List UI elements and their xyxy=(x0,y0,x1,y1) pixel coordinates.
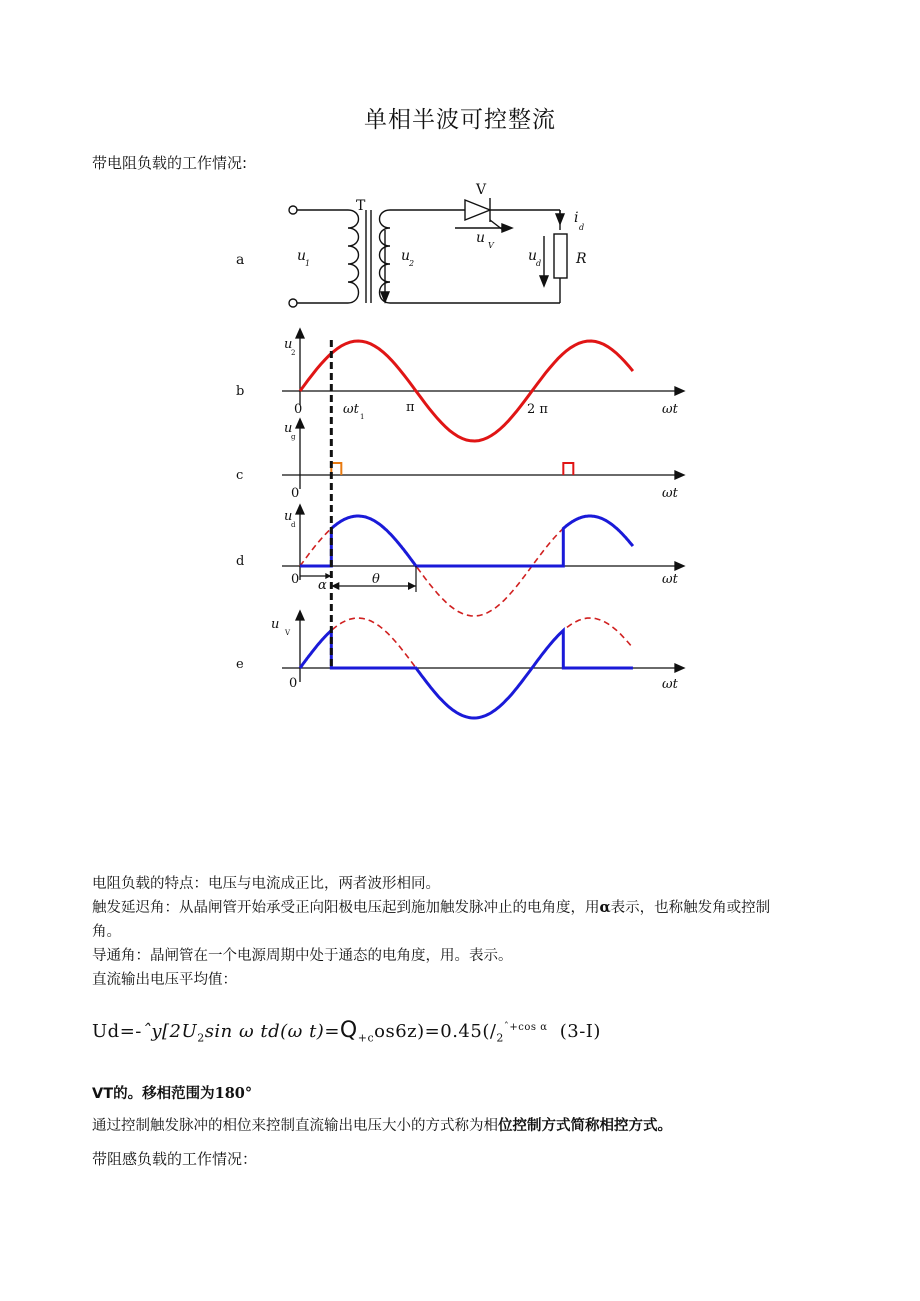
zero-c: 0 xyxy=(291,486,300,501)
two-pi-label: 2 π xyxy=(527,402,548,417)
theta-arrow-right xyxy=(408,582,416,590)
id-subscript: d xyxy=(579,223,585,232)
formula-q: Q xyxy=(339,1018,358,1043)
formula-q-sub: +c xyxy=(357,1031,375,1045)
term-conduction-angle: 导通角 xyxy=(92,948,136,964)
row-label-a: a xyxy=(236,252,245,268)
x-axis-arrow-d xyxy=(675,562,684,570)
term-phase-control: 位控制方式简称相控方式。 xyxy=(498,1118,672,1134)
xlabel-b: ωt xyxy=(662,402,678,417)
thyristor-symbol xyxy=(465,200,490,220)
resistor-label: R xyxy=(576,251,587,267)
id-label: i xyxy=(574,210,579,226)
formula-sin: sin ω td(ω t)= xyxy=(204,1021,340,1042)
section-heading-inductive: 带阻感负载的工作情况： xyxy=(92,1150,258,1168)
formula-ud-lhs: Ud=- xyxy=(92,1021,142,1042)
text-conduction-angle: ：晶闸管在一个电源周期中处于通态的电角度，用。表示。 xyxy=(135,948,513,964)
ud-waveform xyxy=(300,516,633,566)
y-axis-arrow-b xyxy=(296,329,304,338)
paragraph-dc-average: 直流输出电压平均值： xyxy=(92,972,237,988)
formula-ud xyxy=(92,1018,601,1045)
resistor-symbol xyxy=(554,234,567,278)
page-title: 单相半波可控整流 xyxy=(364,107,556,133)
paragraph-trigger-angle xyxy=(92,896,812,944)
wt1-label: ωt xyxy=(343,402,359,417)
section-heading-resistive: 带电阻负载的工作情况: xyxy=(92,154,248,172)
pi-label: π xyxy=(406,400,415,415)
text-resistive-feature: ：电压与电流成正比，两者波形相同。 xyxy=(193,876,440,892)
zero-e: 0 xyxy=(289,676,298,691)
uv-label: u xyxy=(476,230,486,246)
xlabel-e: ωt xyxy=(662,677,678,692)
paragraph-phase-range xyxy=(92,1082,812,1106)
ylabel-c-sub: g xyxy=(291,433,296,441)
row-label-d: d xyxy=(236,554,245,569)
transformer-primary-coil xyxy=(348,210,359,303)
row-label-e: e xyxy=(236,657,244,672)
formula-frac-sub: 2 xyxy=(496,1031,504,1045)
transformer-label: T xyxy=(356,198,366,214)
y-axis-arrow-c xyxy=(296,419,304,428)
ylabel-b-sub: 2 xyxy=(291,349,296,357)
ud-label: u xyxy=(528,248,538,264)
alpha-label: α xyxy=(318,578,327,593)
paragraph-conduction-angle xyxy=(92,944,812,968)
uv-waveform xyxy=(300,631,633,719)
x-axis-arrow-b xyxy=(675,387,684,395)
ylabel-d-sub: d xyxy=(291,521,296,529)
formula-rest: os6z)=0.45(/ xyxy=(374,1021,497,1042)
text-phase-control: 通过控制触发脉冲的相位来控制直流输出电压大小的方式称为相 xyxy=(92,1118,498,1134)
ylabel-d: u xyxy=(284,509,293,524)
u2-subscript: 2 xyxy=(409,259,415,268)
circuit-and-waveform-figure xyxy=(0,170,920,890)
thyristor-label: V xyxy=(476,182,487,198)
ylabel-e-sub: V xyxy=(285,629,291,637)
circuit-diagram xyxy=(289,198,567,307)
formula-mid: ˆy[2U xyxy=(141,1021,198,1042)
zero-d: 0 xyxy=(291,572,300,587)
y-axis-arrow-e xyxy=(296,611,304,620)
ylabel-e: u xyxy=(271,617,280,632)
text-trigger-angle: ：从晶闸管开始承受正向阳极电压起到施加触发脉冲止的电角度，用 xyxy=(164,900,600,916)
term-resistive-feature: 电阻负载的特点 xyxy=(92,876,194,892)
text-phase-range: VT的。移相范围为 xyxy=(92,1086,215,1102)
text-trigger-angle-cont: 角。 xyxy=(92,924,121,940)
u1-label: u xyxy=(297,248,307,264)
ylabel-c: u xyxy=(284,421,293,436)
zero-b: 0 xyxy=(294,402,303,417)
wt1-subscript: 1 xyxy=(360,413,365,421)
term-trigger-angle: 触发延迟角 xyxy=(92,900,165,916)
formula-mid-sub: 2 xyxy=(197,1031,205,1045)
x-axis-arrow-c xyxy=(675,471,684,479)
uv-subscript: V xyxy=(488,241,494,250)
u1-subscript: 1 xyxy=(305,259,311,268)
theta-label: θ xyxy=(372,572,380,587)
row-label-b: b xyxy=(236,384,245,399)
ud-subscript: d xyxy=(536,259,542,268)
alpha-symbol: α xyxy=(599,899,611,916)
formula-eq-number: (3-I) xyxy=(559,1021,601,1042)
formula-sup: ˆ+cos α xyxy=(503,1022,548,1033)
paragraph-resistive-feature xyxy=(92,872,812,896)
xlabel-d: ωt xyxy=(662,572,678,587)
paragraph-phase-control xyxy=(92,1114,812,1138)
xlabel-c: ωt xyxy=(662,486,678,501)
phase-range-value: 180° xyxy=(214,1085,253,1102)
text-trigger-angle-2: 表示，也称触发角或控制 xyxy=(610,900,771,916)
x-axis-arrow-e xyxy=(675,664,684,672)
row-label-c: c xyxy=(236,468,244,483)
ylabel-b: u xyxy=(284,337,293,352)
y-axis-arrow-d xyxy=(296,505,304,514)
gate-pulse-2 xyxy=(563,463,573,475)
u2-label: u xyxy=(401,248,411,264)
